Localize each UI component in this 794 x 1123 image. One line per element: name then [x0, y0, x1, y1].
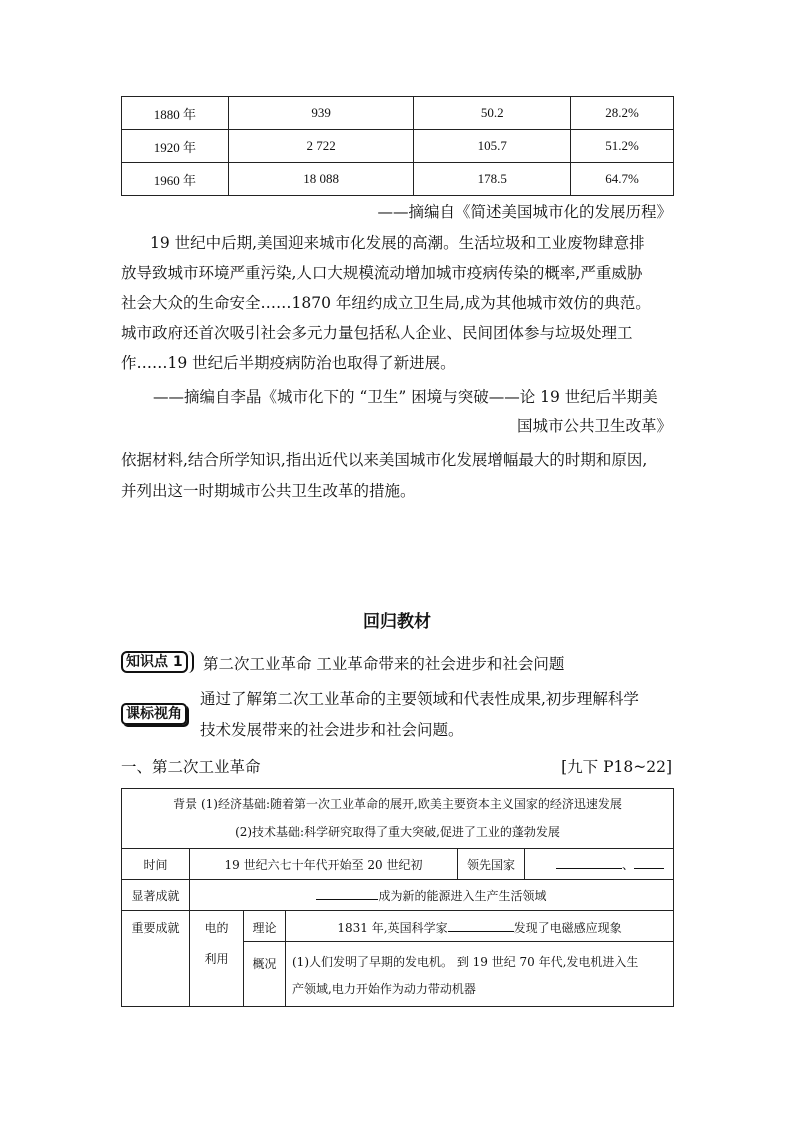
question-line: 依据材料,结合所学知识,指出近代以来美国城市化发展增幅最大的时期和原因, — [121, 451, 648, 469]
curriculum-text: 技术发展带来的社会进步和社会问题。 — [200, 721, 464, 739]
background-line: 背景 (1)经济基础:随着第一次工业革命的展开,欧美主要资本主义国家的经济迅速发展 — [173, 797, 622, 811]
table-cell: 51.2% — [571, 130, 674, 163]
leading-countries-blanks — [556, 856, 664, 873]
achievement-text: 成为新的能源进入生产生活领域 — [378, 889, 547, 903]
table-cell: 1880 年 — [122, 97, 229, 130]
population-table — [121, 96, 674, 196]
time-value: 19 世纪六七十年代开始至 20 世纪初 — [224, 858, 423, 872]
theory-text: 发现了电磁感应现象 — [513, 921, 622, 935]
leading-countries-label: 领先国家 — [466, 858, 515, 872]
knowledge-point-badge: 知识点 1 — [121, 651, 188, 673]
time-label: 时间 — [143, 858, 168, 872]
passage-source-cont: 国城市公共卫生改革》 — [516, 417, 672, 435]
industrial-revolution-table — [121, 788, 674, 1007]
part-heading: 一、第二次工业革命 — [121, 758, 261, 776]
table-cell: 2 722 — [228, 130, 414, 163]
passage-line: 社会大众的生命安全……1870 年纽约成立卫生局,成为其他城市效仿的典范。 — [121, 294, 651, 312]
passage-line: 城市政府还首次吸引社会多元力量包括私人企业、民间团体参与垃圾处理工 — [121, 324, 633, 342]
answer-blank — [556, 856, 622, 869]
table-source: ——摘编自《简述美国城市化的发展历程》 — [377, 203, 672, 221]
passage-line: 作……19 世纪后半期疫病防治也取得了新进展。 — [121, 354, 456, 372]
overview-line: (1)人们发明了早期的发电机。 到 19 世纪 70 年代,发电机进入生 — [292, 955, 639, 969]
table-cell: 939 — [228, 97, 414, 130]
electricity-label: 利用 — [204, 952, 229, 966]
question-line: 并列出这一时期城市公共卫生改革的措施。 — [121, 482, 416, 500]
background-line: (2)技术基础:科学研究取得了重大突破,促进了工业的蓬勃发展 — [235, 825, 560, 839]
curriculum-badge: 课标视角 — [121, 703, 187, 725]
table-row — [122, 97, 674, 130]
theory-text: 1831 年,英国科学家 — [337, 921, 448, 935]
theory-row — [286, 919, 673, 936]
overview-label: 概况 — [252, 957, 277, 971]
table-row — [122, 130, 674, 163]
table-cell: 1960 年 — [122, 163, 229, 196]
table-cell: 50.2 — [414, 97, 571, 130]
achievement-row — [190, 887, 673, 904]
overview-line: 产领域,电力开始作为动力带动机器 — [292, 982, 476, 996]
table-cell: 64.7% — [571, 163, 674, 196]
table-cell: 105.7 — [414, 130, 571, 163]
answer-blank — [316, 887, 378, 900]
table-row — [122, 163, 674, 196]
achievement-label: 显著成就 — [131, 889, 180, 903]
electricity-label: 电的 — [204, 921, 229, 935]
curriculum-text: 通过了解第二次工业革命的主要领域和代表性成果,初步理解科学 — [200, 690, 639, 708]
textbook-reference: [九下 P18~22] — [561, 758, 672, 776]
answer-blank — [448, 919, 514, 932]
answer-blank — [634, 856, 664, 869]
table-cell: 28.2% — [571, 97, 674, 130]
table-cell: 178.5 — [414, 163, 571, 196]
table-cell: 18 088 — [228, 163, 414, 196]
separator: 、 — [622, 858, 635, 872]
section-title: 回归教材 — [363, 612, 431, 632]
passage-line: 放导致城市环境严重污染,人口大规模流动增加城市疫病传染的概率,严重威胁 — [121, 264, 643, 282]
passage-line: 19 世纪中后期,美国迎来城市化发展的高潮。生活垃圾和工业废物肆意排 — [150, 234, 645, 252]
knowledge-point-text: 第二次工业革命 工业革命带来的社会进步和社会问题 — [203, 655, 565, 673]
important-label: 重要成就 — [131, 921, 180, 935]
theory-label: 理论 — [252, 921, 277, 935]
passage-source: ——摘编自李晶《城市化下的 “卫生” 困境与突破——论 19 世纪后半期美 — [153, 388, 658, 406]
table-cell: 1920 年 — [122, 130, 229, 163]
